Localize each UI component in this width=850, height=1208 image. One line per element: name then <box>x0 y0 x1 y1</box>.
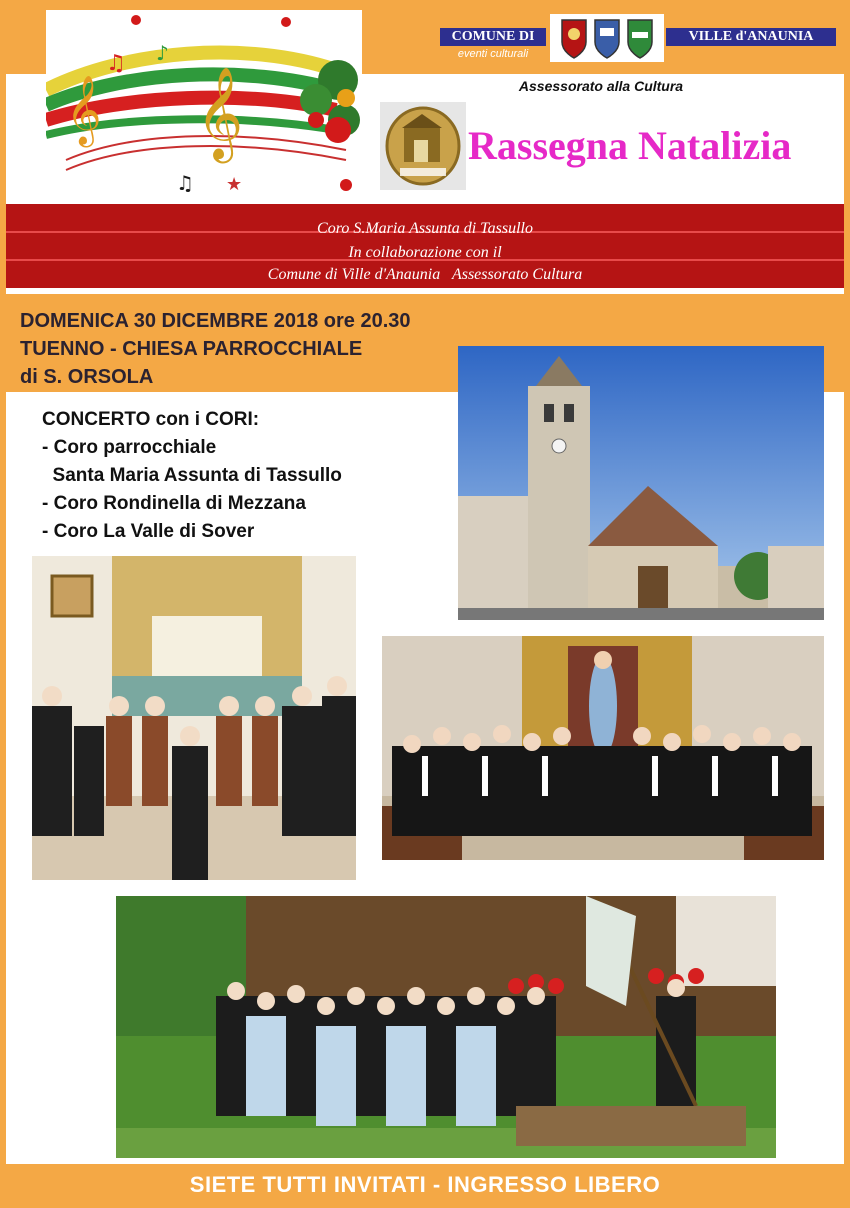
svg-text:𝄞: 𝄞 <box>196 66 244 159</box>
municipal-crests <box>550 14 664 62</box>
crest-icon <box>628 20 652 58</box>
footer-invitation: SIETE TUTTI INVITATI - INGRESSO LIBERO <box>189 1172 661 1197</box>
crest-icon <box>562 20 586 58</box>
christmas-music-artwork <box>46 10 362 200</box>
organizers-band <box>6 204 844 288</box>
svg-text:♪: ♪ <box>156 41 169 65</box>
choir-photo-tassullo <box>32 556 356 880</box>
eventi-label: eventi culturali <box>457 48 529 60</box>
svg-text:♫: ♫ <box>176 171 194 195</box>
program-item: - Coro La Valle di Sover <box>42 521 255 542</box>
svg-text:♫: ♫ <box>106 51 126 76</box>
church-photo <box>458 346 824 620</box>
program-item: Santa Maria Assunta di Tassullo <box>42 465 342 486</box>
organizer-line: Comune di Ville d'Anaunia Assessorato Cultura <box>267 266 583 283</box>
event-date: DOMENICA 30 DICEMBRE 2018 ore 20.30 <box>20 310 411 332</box>
program-item: - Coro parrocchiale <box>42 437 217 458</box>
comune-label: COMUNE DI <box>440 28 546 46</box>
choir-photo-sover <box>116 896 776 1158</box>
ville-label: VILLE d'ANAUNIA <box>666 28 836 46</box>
concert-program <box>42 406 442 546</box>
svg-text:𝄞: 𝄞 <box>66 75 102 145</box>
svg-text:★: ★ <box>226 174 243 195</box>
comune-header <box>440 14 836 64</box>
program-item: - Coro Rondinella di Mezzana <box>42 493 306 514</box>
choir-photo-rondinella <box>382 636 824 860</box>
organizer-line: Coro S.Maria Assunta di Tassullo <box>317 220 533 237</box>
event-place-detail: di S. ORSOLA <box>20 366 154 388</box>
footer-band <box>6 1164 844 1204</box>
crest-icon <box>595 20 619 58</box>
choir-seal <box>380 102 466 190</box>
assessorato-label: Assessorato alla Cultura <box>518 78 684 94</box>
page-title: Rassegna Natalizia <box>468 123 792 168</box>
organizer-line: In collaborazione con il <box>348 244 502 261</box>
event-place: TUENNO - CHIESA PARROCCHIALE <box>20 338 363 360</box>
program-heading: CONCERTO con i CORI: <box>42 409 260 430</box>
